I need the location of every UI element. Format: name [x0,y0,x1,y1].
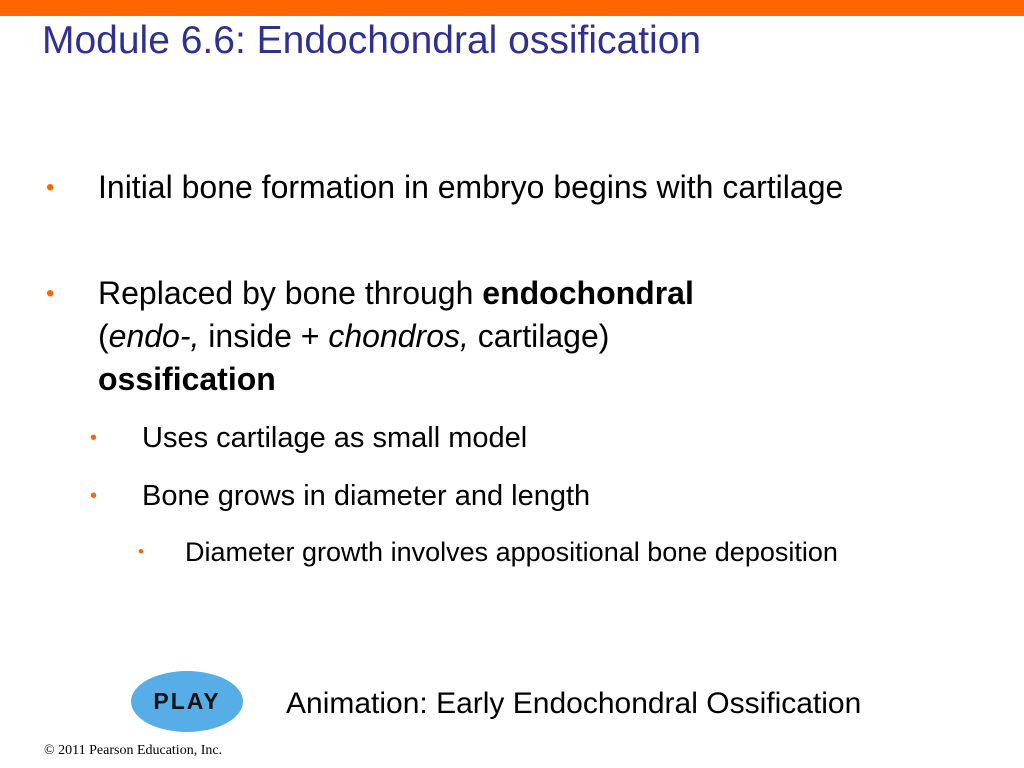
sub-sub-bullet-item [138,534,885,570]
term-chondros: chondros, [328,318,469,354]
play-button-label: PLAY [153,688,221,714]
text-run: cartilage) [468,318,610,354]
bullet-icon: • [90,485,98,507]
bullet-text: Initial bone formation in embryo begins with cartilage [98,169,844,205]
accent-bar [0,0,1024,16]
sub-sub-bullet-text: Diameter growth involves appositional bone deposition [185,537,838,567]
sub-bullet-item [90,477,902,515]
bullet-icon: • [90,427,98,449]
text-run: ( [98,318,109,354]
slide-title: Module 6.6: Endochondral ossification [42,19,702,62]
text-run: inside + [199,318,329,354]
term-endochondral: endochondral [482,275,694,311]
play-button[interactable] [131,671,243,732]
animation-caption: Animation: Early Endochondral Ossification [286,687,862,720]
copyright-notice: © 2011 Pearson Education, Inc. [44,743,223,758]
term-ossification: ossification [98,361,276,397]
bullet-icon: • [46,280,55,307]
sub-bullet-item [90,419,902,457]
sub-bullet-text: Uses cartilage as small model [142,422,528,454]
bullet-item [44,272,888,401]
bullet-text [98,272,888,401]
bullet-icon: • [46,174,55,201]
sub-bullet-text: Bone grows in diameter and length [142,480,591,512]
term-endo: endo-, [108,318,200,354]
bullet-icon: • [138,542,144,561]
bullet-item [44,166,888,209]
text-run: Replaced by bone through [98,275,483,311]
